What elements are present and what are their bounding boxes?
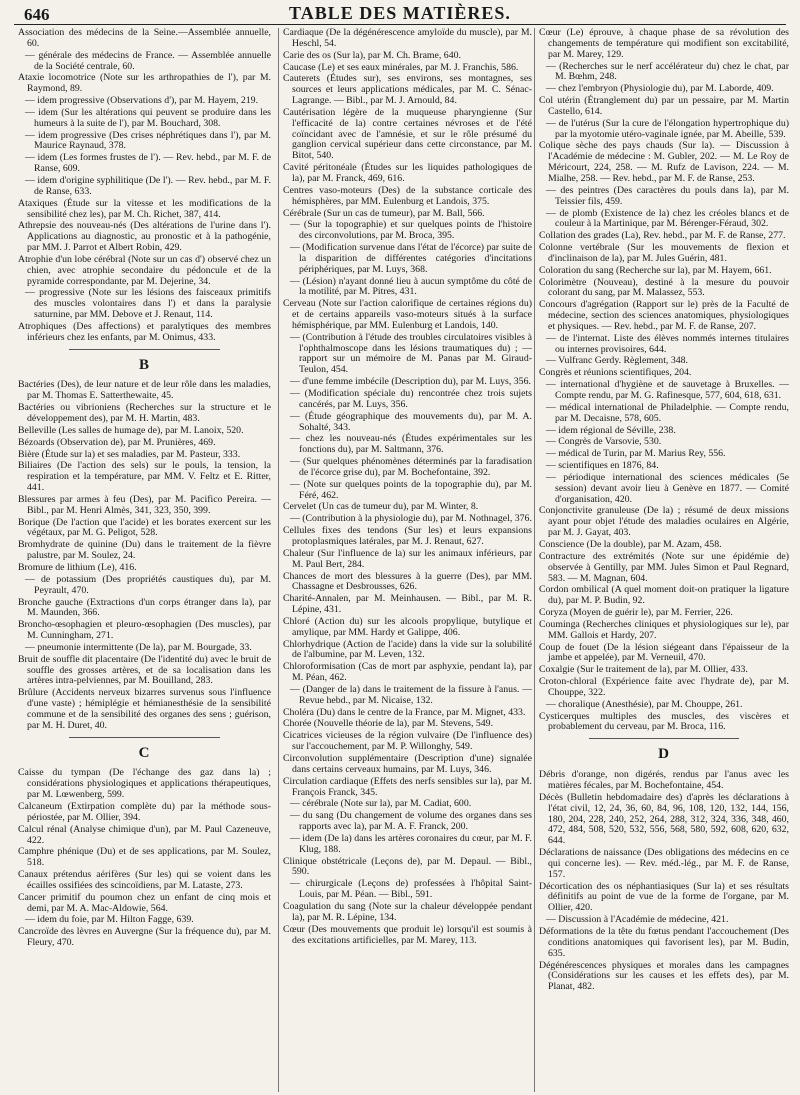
index-entry: Bronche gauche (Extractions d'un corps étranger dans la), par M. Maunden, 366.: [18, 596, 271, 619]
index-entry: — des peintres (Des caractères du pouls dans la), par M. Teissier fils, 459.: [546, 184, 789, 207]
index-entry: — de l'internat. Liste des élèves nommés internes titulaires ou internes provisoires, 644.: [546, 332, 789, 355]
index-entry: Cardiaque (De la dégénérescence amyloïde du muscle), par M. Heschl, 54.: [283, 28, 532, 49]
index-entry: Col utérin (Étranglement du) par un pessaire, par M. Martin Castello, 614.: [539, 95, 789, 117]
index-entry: Circonvolution supplémentaire (Description d'une) signalée dans certains cerveaux humains, par M. Luys, 346.: [283, 753, 532, 775]
index-entry: — Vulfranc Gerdy. Règlement, 348.: [546, 355, 688, 367]
index-entry: Contracture des extrémités (Note sur une épidémie de) observée à Gentilly, par MM. Jules Simon et Paul Regnard, 583. — M. Magnan, 604.: [539, 550, 789, 584]
index-entry: Couminga (Recherches cliniques et physiologiques sur le), par MM. Gallois et Hardy, 207.: [539, 618, 789, 641]
index-entry: Coagulation du sang (Note sur la chaleur développée pendant la), par M. R. Lépine, 134.: [283, 900, 532, 923]
index-entry: — scientifiques en 1876, 84.: [546, 460, 659, 472]
index-entry: Atrophie d'un lobe cérébral (Note sur un cas d') observé chez un chien, avec atrophie secondaire du pédoncule et de la pyramide correspondante, par M. Dejerine, 34.: [18, 253, 271, 287]
index-entry: — d'une femme imbécile (Description du), par M. Luys, 356.: [290, 376, 531, 388]
index-entry: Ataxiques (Étude sur la vitesse et les modifications de la sensibilité chez les), par M. Ch. Richet, 387, 414.: [18, 197, 271, 220]
index-entry: Chances de mort des blessures à la guerre (Des), par MM. Chassagne et Desbrousses, 626.: [283, 570, 532, 593]
index-entry: Caucase (Le) et ses eaux minérales, par M. J. Franchis, 586.: [283, 61, 519, 73]
index-entry: — idem progressive (Observations d'), par M. Hayem, 219.: [25, 95, 259, 107]
index-entry: Cervelet (Un cas de tumeur du), par M. Winter, 8.: [283, 501, 479, 513]
index-entry: Bruit de souffle dit placentaire (De l'identité du) avec le bruit de souffle des grosses artères, et de sa localisation dans les artères intra-pelviennes, par M. Bouilland, 283.: [18, 653, 271, 687]
index-entry: Colonne vertébrale (Sur les mouvements de flexion et d'inclinaison de la), par M. Jules Guérin, 481.: [539, 242, 789, 264]
index-entry: — Discussion à l'Académie de médecine, 421.: [546, 914, 729, 926]
index-entry: — chez l'embryon (Physiologie du), par M. Laborde, 409.: [546, 83, 774, 95]
index-entry: — (Modification survenue dans l'état de l'écorce) par suite de la disparition de différentes catégories d'incitations périphériques, par M. Luys, 368.: [290, 242, 532, 275]
index-entry: — de l'utérus (Sur la cure de l'élongation hypertrophique du) par la myotomie utéro-vaginale ignée, par M. Abeille, 539.: [546, 117, 789, 140]
index-entry: Bactéries (Des), de leur nature et de leur rôle dans les maladies, par M. Thomas E. Satterthewaite, 45.: [18, 379, 271, 402]
index-entry: Caisse du tympan (De l'échange des gaz dans la) ; considérations physiologiques et applications thérapeutiques, par M. Lœwenberg, 599.: [18, 767, 271, 801]
index-entry: — médical international de Philadelphie. — Compte rendu, par M. Decaisne, 578, 605.: [546, 401, 789, 424]
index-entry: Borique (De l'action que l'acide) et les borates exercent sur les végétaux, par M. G. Peligot, 528.: [18, 516, 271, 539]
index-entry: Conjonctivite granuleuse (De la) ; résumé de deux missions ayant pour objet l'étude des maladies oculaires en Algérie, par M. J. Gayat, 403.: [539, 505, 789, 539]
index-entry: Cavité péritonéale (Études sur les liquides pathologiques de la), par M. Franck, 469, 616.: [283, 162, 532, 184]
index-entry: Coloration du sang (Recherche sur la), par M. Hayem, 661.: [539, 264, 772, 276]
index-entry: Charité-Annalen, par M. Meinhausen. — Bibl., par M. R. Lépine, 431.: [283, 593, 532, 616]
index-entry: — (Recherches sur le nerf accélérateur du) chez le chat, par M. Bœhm, 248.: [546, 60, 789, 83]
page-header: [14, 2, 786, 25]
index-entry: Conscience (De la double), par M. Azam, 458.: [539, 538, 722, 550]
index-entry: — idem (De la) dans les artères coronaires du cœur, par M. F. Klug, 188.: [290, 832, 532, 855]
index-entry: Cœur (Des mouvements que produit le) lorsqu'il est soumis à des excitations artificielles, par M. Marey, 113.: [283, 923, 532, 946]
index-entry: Cancroïde des lèvres en Auvergne (Sur la fréquence du), par M. Fleury, 470.: [18, 926, 271, 949]
index-entry: Cysticerques multiples des muscles, des viscères et probablement du cerveau, par M. Broca, 116.: [539, 710, 789, 733]
index-entry: — (Contribution à la physiologie du), par M. Nothnagel, 376.: [290, 513, 532, 525]
index-entry: Bromure de lithium (Le), 416.: [18, 561, 137, 573]
index-entry: — pneumonie intermittente (De la), par M. Bourgade, 33.: [25, 641, 252, 653]
section-divider: [589, 738, 739, 739]
index-entry: — Congrès de Varsovie, 530.: [546, 436, 662, 448]
index-entry: — (Étude géographique des mouvements du), par M. A. Sohalté, 343.: [290, 410, 532, 433]
index-entry: Cœur (Le) éprouve, à chaque phase de sa révolution des changements de température qui modifient son excitabilité, par M. Marey, 129.: [539, 28, 789, 60]
index-entry: Coup de fouet (De la lésion siégeant dans l'épaisseur de la jambe et appelée), par M. Verneuil, 470.: [539, 641, 789, 664]
index-entry: Collation des grades (La), Rev. hebd., par M. F. de Ranse, 277.: [539, 230, 786, 242]
index-entry: — idem régional de Séville, 238.: [546, 424, 676, 436]
index-entry: — international d'hygiène et de sauvetage à Bruxelles. — Compte rendu, par M. G. Rafinesque, 577, 604, 618, 631.: [546, 379, 789, 401]
index-entry: Cauterets (Études sur), ses environs, ses montagnes, ses sources et leurs applications médicales, par M. C. Sénac-Lagrange. — Bibl., par M. J. Arnould, 84.: [283, 73, 532, 107]
index-entry: Déclarations de naissance (Des obligations des médecins en ce qui concerne les). — Rev. méd.-lég., par M. F. de Ranse, 157.: [539, 847, 789, 880]
index-entry: Cellules fixes des tendons (Sur les) et leurs expansions protoplasmiques latérales, par M. J. Renaut, 627.: [283, 525, 532, 547]
index-entry: — (Sur la topographie) et sur quelques points de l'histoire des circonvolutions, par M. Broca, 395.: [290, 219, 532, 242]
index-entry: Choléra (Du) dans le centre de la France, par M. Mignet, 433.: [283, 706, 526, 718]
index-entry: — idem d'origine syphilitique (De l'). — Rev. hebd., par M. F. de Ranse, 633.: [25, 174, 271, 197]
section-letter-heading: C: [138, 744, 151, 761]
index-entry: Chloré (Action du) sur les alcools propylique, butylique et amylique, par MM. Hardy et Galippe, 406.: [283, 615, 532, 638]
index-entry: Canaux prétendus aérifères (Sur les) qui se voient dans les écailles ossifiées des scincoïdiens, par M. Lataste, 273.: [18, 869, 271, 891]
index-entry: Chaleur (Sur l'influence de la) sur les animaux inférieurs, par M. Paul Bert, 284.: [283, 547, 532, 570]
index-entry: Déformations de la tête du fœtus pendant l'accouchement (Des conditions anatomiques qui favorisent les), par M. Budin, 635.: [539, 925, 789, 959]
index-entry: — du sang (Du changement de volume des organes dans ses rapports avec la), par M. A. F. Franck, 200.: [290, 810, 532, 833]
index-entry: Colique sèche des pays chauds (Sur la). — Discussion à l'Académie de médecine : M. Gubler, 202. — M. Le Roy de Méricourt, 224, 258. — M. Rufz de Lavison, 224. — M. Mialhe, 258. — Rev. hebd., par M. F. de Ranse, 253.: [539, 140, 789, 184]
index-entry: Calcaneum (Extirpation complète du) par la méthode sous-périostée, par M. Ollier, 394.: [18, 801, 271, 823]
index-entry: — choralique (Anesthésie), par M. Chouppe, 261.: [546, 698, 743, 710]
section-letter-heading: B: [138, 356, 150, 373]
page-number: 646: [24, 5, 50, 24]
index-entry: Cérébrale (Sur un cas de tumeur), par M. Ball, 566.: [283, 207, 485, 219]
running-title: TABLE DES MATIÈRES.: [289, 3, 511, 23]
index-entry: — idem (Les formes frustes de l'). — Rev. hebd., par M. F. de Ranse, 609.: [25, 152, 271, 175]
index-entry: Colorimètre (Nouveau), destiné à la mesure du pouvoir colorant du sang, par M. Malassez, 553.: [539, 276, 789, 299]
index-entry: — progressive (Note sur les lésions des faisceaux primitifs des muscles volontaires dans l') et dans la paralysie saturnine, par MM. Debove et J. Renaut, 114.: [25, 287, 271, 321]
index-entry: Cautérisation légère de la muqueuse pharyngienne (Sur l'efficacité de la) contre certaines névroses et de l'été coïncidant avec de l'amnésie, et sur le rôle présumé du ganglion cervical supérieur dans cette circonstance, par M. Bitot, 540.: [283, 106, 532, 162]
index-entry: — de plomb (Existence de la) chez les créoles blancs et de couleur à la Martinique, par M. Bérenger-Féraud, 302.: [546, 207, 789, 230]
section-divider: [69, 737, 221, 738]
index-entry: — (Lésion) n'ayant donné lieu à aucun symptôme du côté de la motilité, par M. Pitres, 431.: [290, 275, 532, 298]
index-entry: — idem du foie, par M. Hilton Fagge, 639.: [25, 914, 194, 926]
index-entry: Cancer primitif du poumon chez un enfant de cinq mois et demi, par M. A. Mac-Aldowie, 564.: [18, 891, 271, 914]
index-entry: Chloroformisation (Cas de mort par asphyxie, pendant la), par M. Péan, 462.: [283, 661, 532, 684]
index-entry: — idem (Sur les altérations qui peuvent se produire dans les humeurs à la suite de l'), par M. Bouchard, 308.: [25, 106, 271, 129]
index-entry: Bactéries ou vibrioniens (Recherches sur la structure et le développement des), par M. H. Martin, 483.: [18, 402, 271, 424]
index-entry: Atrophiques (Des affections) et paralytiques des membres inférieurs chez les enfants, par M. Onimus, 433.: [18, 320, 271, 343]
index-entry: Concours d'agrégation (Rapport sur le) près de la Faculté de médecine, section des sciences anatomiques, physiologiques et physiques. — Rev. hebd., par M. F. de Ranse, 207.: [539, 299, 789, 332]
index-entry: — (Contribution à l'étude des troubles circulatoires visibles à l'ophthalmoscope dans les lésions traumatiques du) ; — rapport sur un mémoire de M. Panas par M. Giraud-Teulon, 454.: [290, 331, 532, 376]
index-entry: — de potassium (Des propriétés caustiques du), par M. Peyrault, 470.: [25, 573, 271, 596]
index-entry: Cordon ombilical (A quel moment doit-on pratiquer la ligature du), par M. P. Budin, 92.: [539, 584, 789, 607]
index-entry: Broncho-œsophagien et pleuro-œsophagien (Des muscles), par M. Cunningham, 271.: [18, 619, 271, 642]
index-entry: Débris d'orange, non digérés, rendus par l'anus avec les matières fécales, par M. Bochefontaine, 454.: [539, 769, 789, 791]
index-entry: — cérébrale (Note sur la), par M. Cadiat, 600.: [290, 798, 472, 810]
index-entry: Coxalgie (Sur le traitement de la), par M. Ollier, 433.: [539, 664, 748, 676]
index-entry: Association des médecins de la Seine.—Assemblée annuelle, 60.: [18, 28, 271, 49]
index-entry: Brûlure (Accidents nerveux bizarres survenus sous l'influence d'une vaste) ; hémiplégie et hémianesthésie de la sensibilité commune et de la sensibilité des organes des sens ; guérison, par M. H. Duret, 40.: [18, 687, 271, 731]
index-entry: — médical de Turin, par M. Marius Rey, 556.: [546, 448, 726, 460]
index-entry: Blessures par armes à feu (Des), par M. Pacifico Pereira. — Bibl., par M. Henri Almès, 341, 323, 350, 399.: [18, 493, 271, 516]
index-entry: — chirurgicale (Leçons de) professées à l'hôpital Saint-Louis, par M. Péan. — Bibl., 591.: [290, 878, 532, 901]
index-entry: Ataxie locomotrice (Note sur les arthropathies de l'), par M. Raymond, 89.: [18, 72, 271, 95]
index-entry: — (Modification spéciale du) rencontrée chez trois sujets cancérés, par M. Luys, 356.: [290, 388, 532, 410]
index-entry: Belleville (Les salles de humage de), par M. Lanoix, 520.: [18, 424, 244, 436]
index-entry: Cicatrices vicieuses de la région vulvaire (De l'influence des) sur l'accouchement, par M. P. Willonghy, 549.: [283, 730, 532, 753]
index-entry: Chorée (Nouvelle théorie de la), par M. Stevens, 549.: [283, 718, 494, 730]
index-entry: Athrepsie des nouveau-nés (Des altérations de l'urine dans l'). Applications au diagnostic, au pronostic et à la pathogénie, par MM. J. Parrot et Albert Robin, 429.: [18, 220, 271, 254]
index-entry: Calcul rénal (Analyse chimique d'un), par M. Paul Cazeneuve, 422.: [18, 823, 271, 846]
index-entry: Congrès et réunions scientifiques, 204.: [539, 367, 692, 379]
index-entry: Décortication des os néphantiasiques (Sur la) et ses résultats définitifs au point de vue de la forme de l'organe, par M. Ollier, 420.: [539, 880, 789, 914]
index-entry: Bière (Étude sur la) et ses maladies, par M. Pasteur, 333.: [18, 448, 241, 460]
index-column-3: [534, 28, 789, 1092]
index-entry: — (Danger de la) dans le traitement de la fissure à l'anus. — Revue hebd., par M. Nicaise, 132.: [290, 683, 532, 706]
index-entry: — idem progressive (Des crises néphrétiques dans l'), par M. Maurice Raynaud, 378.: [25, 129, 271, 152]
index-entry: — périodique international des sciences médicales (5e session) devant avoir lieu à Genève en 1877. — Comité d'organisation, 420.: [546, 471, 789, 505]
index-entry: Circulation cardiaque (Effets des nerfs sensibles sur la), par M. François Franck, 345.: [283, 775, 532, 798]
section-letter-heading: D: [658, 746, 670, 763]
index-entry: Décès (Bulletin hebdomadaire des) d'après les déclarations à l'état civil, 12, 24, 36, 60, 84, 96, 108, 120, 132, 144, 156, 180, 204, 228, 240, 252, 264, 288, 312, 324, 336, 348, 460, 472, 484, 508, 520, 532, 556, 568, 580, 592, 608, 620, 632, 644.: [539, 791, 789, 847]
index-entry: — générale des médecins de France. — Assemblée annuelle de la Société centrale, 60.: [25, 49, 271, 72]
index-entry: Carie des os (Sur la), par M. Ch. Brame, 640.: [283, 49, 461, 61]
index-column-2: [278, 28, 532, 1092]
index-entry: Cerveau (Note sur l'action calorifique de certaines régions du) et de certains appareils vaso-moteurs situés à la surface hémisphérique, par MM. Eulenburg et Landois, 140.: [283, 298, 532, 331]
index-entry: Centres vaso-moteurs (Des) de la substance corticale des hémisphères, par MM. Eulenburg et Landois, 375.: [283, 184, 532, 207]
section-divider: [69, 349, 221, 350]
index-entry: Chlorhydrique (Action de l'acide) dans la vide sur la solubilité de l'albumine, par M. Leven, 132.: [283, 638, 532, 661]
index-entry: Bromhydrate de quinine (Du) dans le traitement de la fièvre palustre, par M. Soulez, 24.: [18, 539, 271, 562]
index-entry: Dégénérescences physiques et morales dans les campagnes (Considérations sur les causes et les effets des), par M. Planat, 482.: [539, 959, 789, 993]
index-entry: Bézoards (Observation de), par M. Prunières, 469.: [18, 436, 216, 448]
index-entry: — (Sur quelques phénomènes déterminés par la faradisation de l'écorce grise du), par M. Bochefontaine, 392.: [290, 456, 532, 478]
index-column-1: [18, 28, 271, 1092]
index-entry: — chez les nouveau-nés (Études expérimentales sur les fonctions du), par M. Saltmann, 376.: [290, 433, 532, 456]
index-entry: Clinique obstétricale (Leçons de), par M. Depaul. — Bibl., 590.: [283, 855, 532, 878]
index-entry: Camphre phénique (Du) et de ses applications, par M. Soulez, 518.: [18, 846, 271, 869]
index-entry: Biliaires (De l'action des sels) sur le pouls, la tension, la respiration et la température, par MM. V. Feltz et E. Ritter, 441.: [18, 460, 271, 494]
index-entry: — (Note sur quelques points de la topographie du), par M. Féré, 462.: [290, 478, 532, 501]
index-entry: Coryza (Moyen de guérir le), par M. Ferrier, 226.: [539, 607, 733, 619]
index-entry: Croton-chloral (Expérience faite avec l'hydrate de), par M. Chouppe, 322.: [539, 676, 789, 698]
